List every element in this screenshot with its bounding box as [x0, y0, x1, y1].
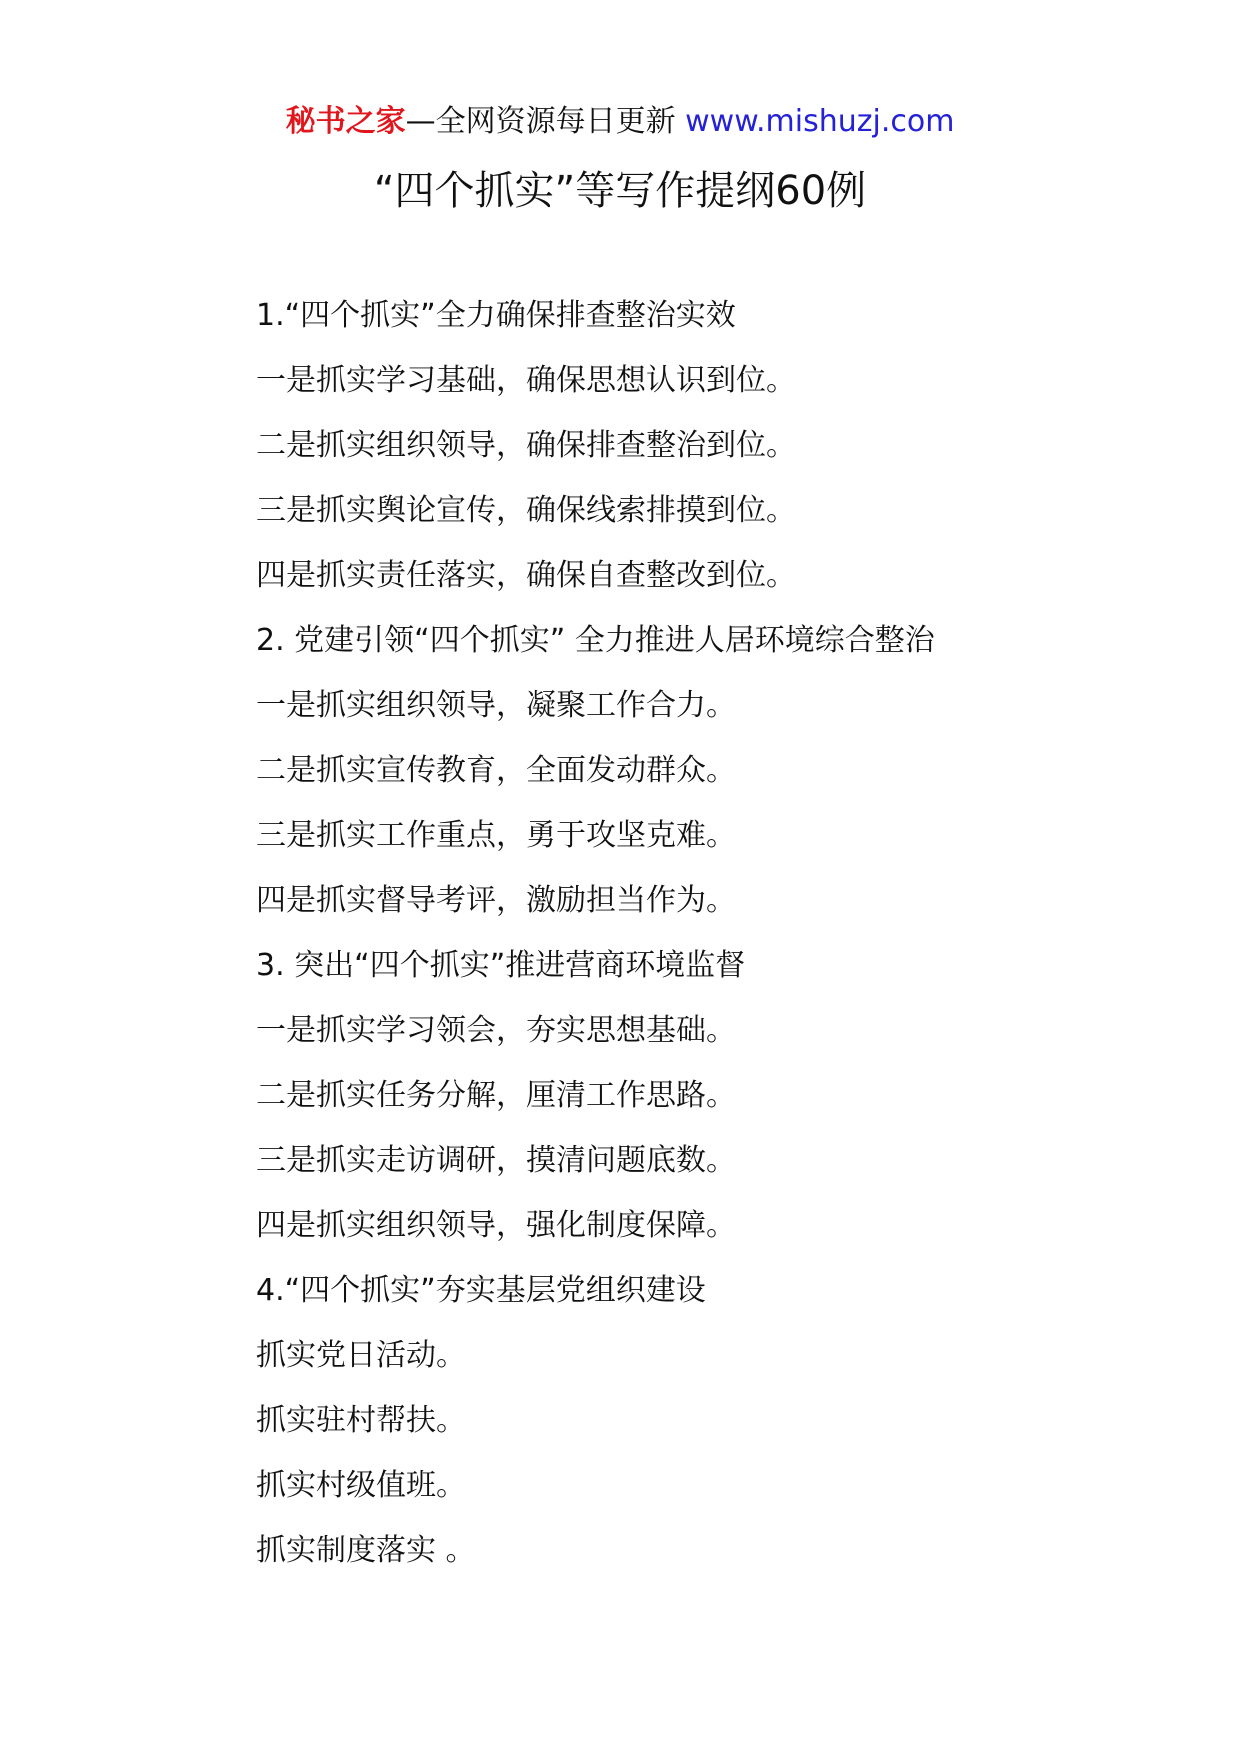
- outline-item: 三是抓实走访调研，摸清问题底数。: [256, 1143, 736, 1178]
- site-header: [0, 100, 1240, 144]
- outline-item: 四是抓实责任落实，确保自查整改到位。: [256, 558, 796, 593]
- outline-item: 四是抓实督导考评，激励担当作为。: [256, 883, 736, 918]
- outline-item: 二是抓实宣传教育，全面发动群众。: [256, 753, 736, 788]
- outline-item: 一是抓实学习领会，夯实思想基础。: [256, 1013, 736, 1048]
- outline-item: 抓实党日活动。: [256, 1338, 466, 1373]
- section-heading-1: 1.“四个抓实”全力确保排查整治实效: [256, 298, 736, 333]
- brand-name: 秘书之家: [285, 104, 406, 139]
- outline-item: 抓实驻村帮扶。: [256, 1403, 466, 1438]
- section-heading-4: 4.“四个抓实”夯实基层党组织建设: [256, 1273, 706, 1308]
- site-tagline: —全网资源每日更新: [405, 104, 686, 139]
- document-title: “四个抓实”等写作提纲60例: [373, 168, 867, 214]
- site-url-link[interactable]: www.mishuzj.com: [685, 104, 955, 139]
- section-heading-2: 2. 党建引领“四个抓实” 全力推进人居环境综合整治: [256, 623, 935, 658]
- outline-item: 一是抓实组织领导，凝聚工作合力。: [256, 688, 736, 723]
- outline-item: 四是抓实组织领导，强化制度保障。: [256, 1208, 736, 1243]
- outline-item: 二是抓实组织领导，确保排查整治到位。: [256, 428, 796, 463]
- section-heading-3: 3. 突出“四个抓实”推进营商环境监督: [256, 948, 746, 983]
- outline-item: 二是抓实任务分解，厘清工作思路。: [256, 1078, 736, 1113]
- document-body: [256, 294, 1156, 1594]
- outline-item: 三是抓实舆论宣传，确保线索排摸到位。: [256, 493, 796, 528]
- outline-item: 抓实村级值班。: [256, 1468, 466, 1503]
- outline-item: 一是抓实学习基础，确保思想认识到位。: [256, 363, 796, 398]
- outline-item: 三是抓实工作重点，勇于攻坚克难。: [256, 818, 736, 853]
- outline-item: 抓实制度落实 。: [256, 1533, 476, 1568]
